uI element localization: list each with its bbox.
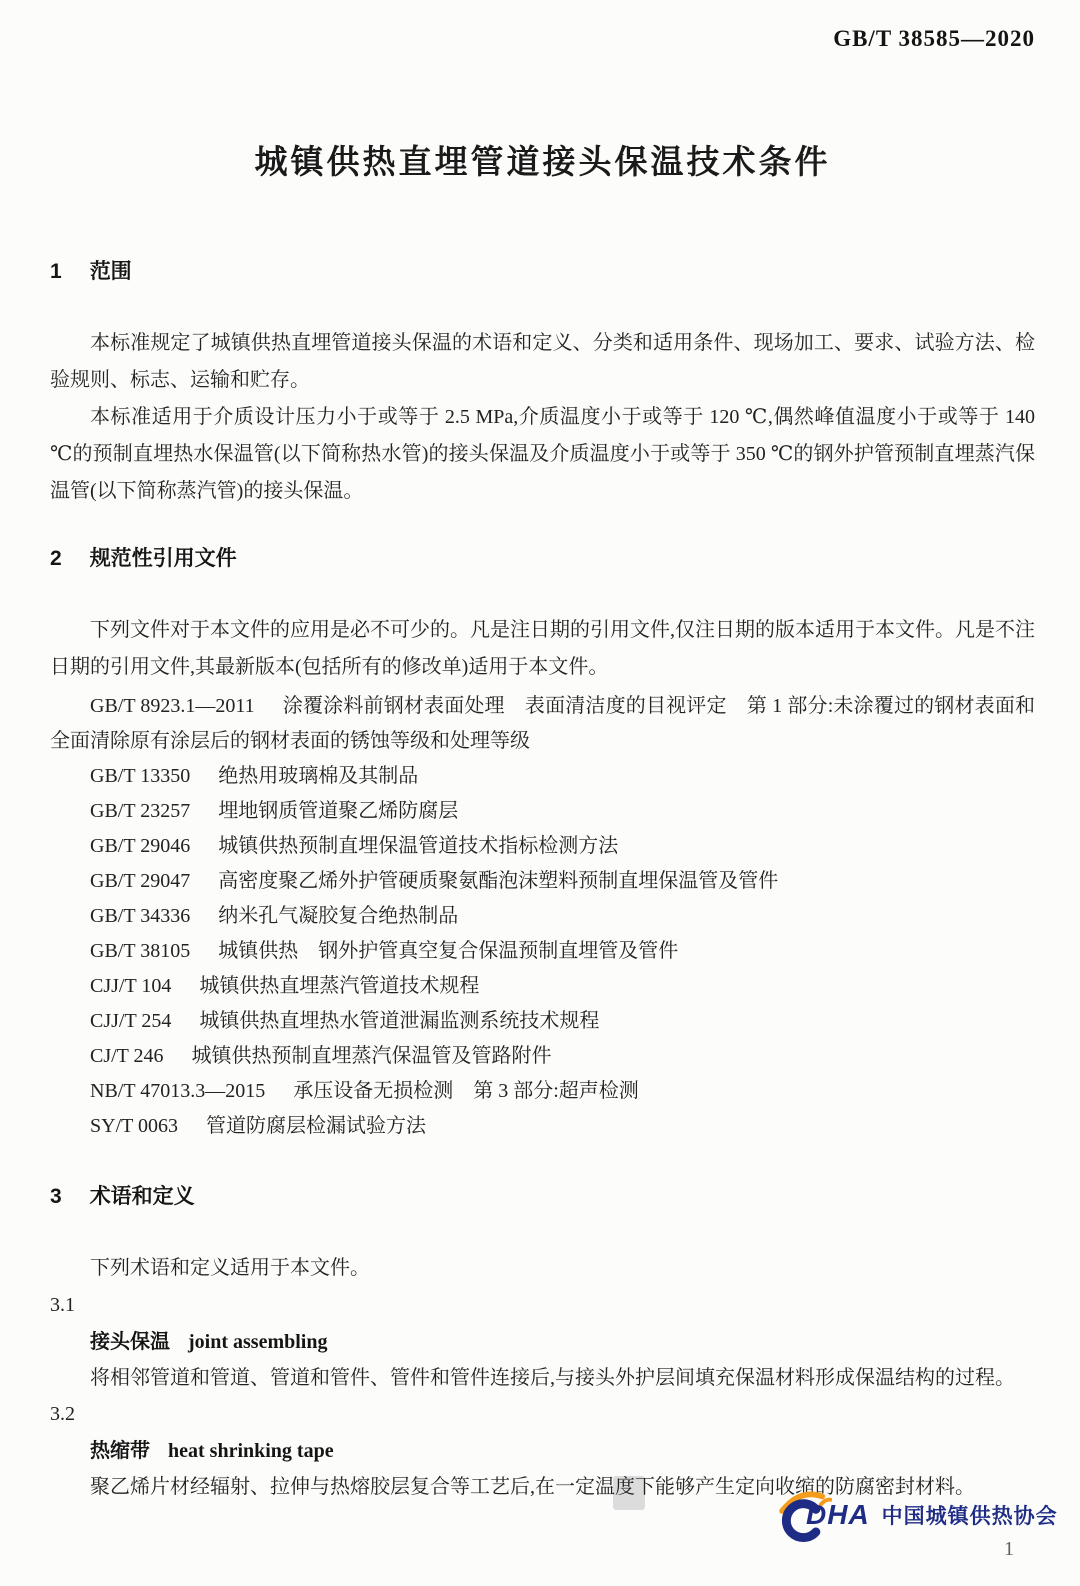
reference-item xyxy=(50,759,1035,794)
section-1-paragraph-2: 本标准适用于介质设计压力小于或等于 2.5 MPa,介质温度小于或等于 120 ℃,偶然峰值温度小于或等于 140 ℃的预制直埋热水保温管(以下简称热水管)的接头保温及介质温度小于或等于 350 ℃的钢外护管预制直埋蒸汽保温管(以下简称蒸汽管)的接头保温。 xyxy=(50,406,1035,502)
section-1-number: 1 xyxy=(50,260,62,283)
term-block-3-1 xyxy=(50,1287,1035,1396)
section-2-intro: 下列文件对于本文件的应用是必不可少的。凡是注日期的引用文件,仅注日期的版本适用于本文件。凡是不注日期的引用文件,其最新版本(包括所有的修改单)适用于本文件。 xyxy=(50,619,1035,678)
reference-title: 城镇供热直埋热水管道泄漏监测系统技术规程 xyxy=(199,1010,600,1032)
reference-code: GB/T 23257 xyxy=(90,800,191,822)
reference-code: GB/T 34336 xyxy=(90,905,191,927)
reference-title: 管道防腐层检漏试验方法 xyxy=(205,1115,426,1137)
reference-code: GB/T 29047 xyxy=(90,870,191,892)
association-logo xyxy=(774,1488,1058,1542)
section-2-heading xyxy=(50,542,1035,572)
reference-title: 城镇供热直埋蒸汽管道技术规程 xyxy=(199,975,480,997)
doc-number: GB/T 38585—2020 xyxy=(833,26,1035,51)
reference-item xyxy=(50,689,1035,759)
reference-item xyxy=(50,1004,1035,1039)
term-en: heat shrinking tape xyxy=(168,1440,334,1462)
reference-title: 埋地钢质管道聚乙烯防腐层 xyxy=(218,800,459,822)
logo-acronym: DHA xyxy=(806,1499,870,1530)
section-1-title: 范围 xyxy=(89,260,132,283)
section-1-heading xyxy=(50,255,1035,285)
reference-title: 承压设备无损检测 第 3 部分:超声检测 xyxy=(293,1080,639,1102)
reference-item xyxy=(50,969,1035,1004)
reference-item xyxy=(50,934,1035,969)
section-1-paragraph-1: 本标准规定了城镇供热直埋管道接头保温的术语和定义、分类和适用条件、现场加工、要求、试验方法、检验规则、标志、运输和贮存。 xyxy=(50,332,1035,391)
term-definition: 聚乙烯片材经辐射、拉伸与热熔胶层复合等工艺后,在一定温度下能够产生定向收缩的防腐密封材料。 xyxy=(90,1476,975,1498)
reference-item xyxy=(50,899,1035,934)
page-title: 城镇供热直埋管道接头保温技术条件 xyxy=(254,143,831,180)
org-name: 中国城镇供热协会 xyxy=(881,1505,1058,1528)
reference-code: NB/T 47013.3—2015 xyxy=(90,1080,266,1102)
section-3-intro: 下列术语和定义适用于本文件。 xyxy=(90,1257,370,1279)
section-2-title: 规范性引用文件 xyxy=(89,547,237,570)
reference-title: 高密度聚乙烯外护管硬质聚氨酯泡沫塑料预制直埋保温管及管件 xyxy=(218,870,779,892)
reference-code: GB/T 8923.1—2011 xyxy=(90,695,255,717)
section-3-title: 术语和定义 xyxy=(89,1185,195,1208)
term-zh: 接头保温 xyxy=(90,1331,170,1353)
reference-code: CJJ/T 254 xyxy=(90,1010,172,1032)
reference-item xyxy=(50,794,1035,829)
term-name xyxy=(50,1324,1035,1360)
section-2-number: 2 xyxy=(50,547,62,570)
reference-title: 绝热用玻璃棉及其制品 xyxy=(218,765,419,787)
reference-code: CJ/T 246 xyxy=(90,1045,164,1067)
term-en: joint assembling xyxy=(188,1331,328,1353)
reference-title: 涂覆涂料前钢材表面处理 表面清洁度的目视评定 第 1 部分:未涂覆过的钢材表面和全面清除原有涂层后的钢材表面的锈蚀等级和处理等级 xyxy=(50,695,1036,752)
reference-item xyxy=(50,1039,1035,1074)
term-number: 3.2 xyxy=(50,1403,75,1425)
section-3-heading xyxy=(50,1180,1035,1210)
reference-title: 城镇供热 钢外护管真空复合保温预制直埋管及管件 xyxy=(218,940,679,962)
reference-code: GB/T 38105 xyxy=(90,940,191,962)
reference-item xyxy=(50,1074,1035,1109)
reference-code: CJJ/T 104 xyxy=(90,975,172,997)
reference-title: 城镇供热预制直埋保温管道技术指标检测方法 xyxy=(218,835,619,857)
reference-list xyxy=(50,689,1035,1144)
term-name xyxy=(50,1433,1035,1469)
page-number: 1 xyxy=(1004,1538,1014,1560)
term-number: 3.1 xyxy=(50,1294,75,1316)
term-definition: 将相邻管道和管道、管道和管件、管件和管件连接后,与接头外护层间填充保温材料形成保温结构的过程。 xyxy=(90,1367,1015,1389)
reference-code: GB/T 29046 xyxy=(90,835,191,857)
reference-title: 城镇供热预制直埋蒸汽保温管及管路附件 xyxy=(191,1045,552,1067)
reference-item xyxy=(50,1109,1035,1144)
term-zh: 热缩带 xyxy=(90,1440,150,1462)
reference-code: GB/T 13350 xyxy=(90,765,191,787)
reference-item xyxy=(50,829,1035,864)
reference-item xyxy=(50,864,1035,899)
reference-code: SY/T 0063 xyxy=(90,1115,178,1137)
section-3-number: 3 xyxy=(50,1185,62,1208)
reference-title: 纳米孔气凝胶复合绝热制品 xyxy=(218,905,459,927)
